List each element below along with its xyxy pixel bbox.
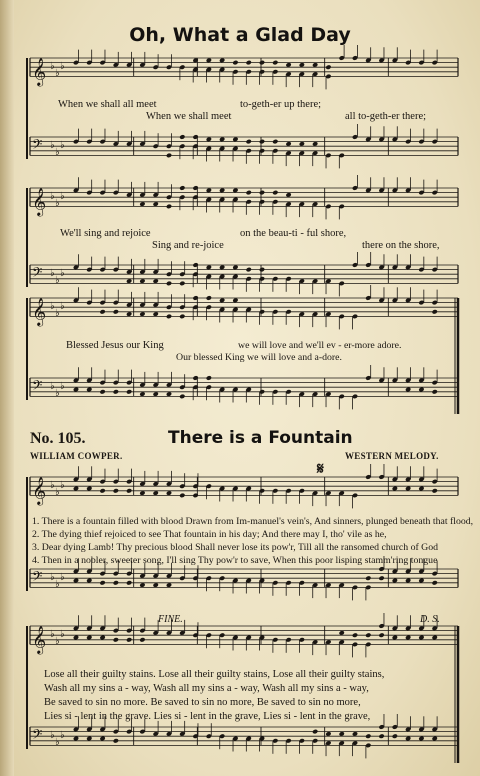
note-head bbox=[99, 488, 105, 494]
note-head bbox=[99, 580, 105, 586]
flat-sign: ♭ bbox=[50, 139, 55, 151]
flat-sign: ♭ bbox=[50, 267, 55, 279]
note-head bbox=[179, 185, 185, 191]
flat-sign: ♭ bbox=[55, 197, 60, 209]
hymn-title-2: There is a Fountain bbox=[168, 428, 353, 448]
note-head bbox=[113, 309, 119, 315]
note-head bbox=[113, 637, 119, 643]
note-head bbox=[365, 733, 371, 739]
verse-line: 1. There is a fountain filled with blood Drawn from Im-manuel's vein's, And sinners, plunged beneath that flood, bbox=[32, 516, 474, 527]
fine-marker: FINE. bbox=[158, 614, 183, 625]
flat-sign: ♭ bbox=[60, 628, 65, 640]
lyric-line: on the beau-ti - ful shore, bbox=[240, 228, 347, 239]
flat-sign: ♭ bbox=[60, 300, 65, 312]
note-head bbox=[166, 153, 172, 159]
flat-sign: ♭ bbox=[50, 479, 55, 491]
note-head bbox=[259, 267, 265, 273]
note-head bbox=[179, 394, 185, 400]
note-head bbox=[246, 267, 252, 273]
lyric-line: Sing and re-joice bbox=[152, 240, 224, 251]
verse-line: 2. The dying thief rejoiced to see That fountain in his day; And there may I, tho' vile as he, bbox=[32, 529, 387, 540]
note-head bbox=[179, 134, 185, 140]
flat-sign: ♭ bbox=[50, 571, 55, 583]
refrain-line: Wash all my sins a - way, Wash all my sins a - way, Wash all my sins a - way, bbox=[44, 683, 369, 694]
note-head bbox=[232, 60, 238, 66]
flat-sign: ♭ bbox=[55, 307, 60, 319]
flat-sign: ♭ bbox=[60, 60, 65, 72]
lyric-line: Our blessed King we will love and a-dore. bbox=[176, 352, 342, 363]
treble-clef: 𝄞 bbox=[32, 297, 47, 326]
flat-sign: ♭ bbox=[60, 571, 65, 583]
note-head bbox=[113, 389, 119, 395]
flat-sign: ♭ bbox=[50, 300, 55, 312]
lyric-line: we will love and we'll ev - er-more adore. bbox=[238, 340, 402, 351]
treble-clef: 𝄞 bbox=[32, 625, 47, 654]
flat-sign: ♭ bbox=[55, 67, 60, 79]
note-head bbox=[179, 314, 185, 320]
note-head bbox=[272, 139, 278, 145]
note-head bbox=[113, 580, 119, 586]
note-head bbox=[113, 738, 119, 744]
note-head bbox=[99, 389, 105, 395]
note-head bbox=[126, 488, 132, 494]
refrain-line: Lose all their guilty stains. Lose all their guilty stains, Lose all their guilty stains, bbox=[44, 669, 385, 680]
bass-clef: 𝄢 bbox=[32, 568, 43, 588]
note-head bbox=[432, 488, 438, 494]
flat-sign: ♭ bbox=[60, 380, 65, 392]
note-head bbox=[126, 389, 132, 395]
segno-sign: 𝄋 bbox=[317, 461, 324, 478]
note-head bbox=[259, 139, 265, 145]
note-head bbox=[259, 60, 265, 66]
lyric-line: When we shall all meet bbox=[58, 99, 157, 110]
note-head bbox=[139, 637, 145, 643]
verse-line: 3. Dear dying Lamb! Thy precious blood Shall never lose its pow'r, Till all the ransomed church of God bbox=[32, 542, 439, 553]
note-head bbox=[259, 190, 265, 196]
note-head bbox=[166, 314, 172, 320]
lyric-line: there on the shore, bbox=[362, 240, 440, 251]
note-head bbox=[378, 733, 384, 739]
flat-sign: ♭ bbox=[55, 736, 60, 748]
refrain-line: Be saved to sin no more. Be saved to sin no more, Be saved to sin no more, bbox=[44, 697, 361, 708]
note-head bbox=[179, 493, 185, 499]
note-head bbox=[246, 139, 252, 145]
bass-clef: 𝄢 bbox=[32, 264, 43, 284]
flat-sign: ♭ bbox=[55, 578, 60, 590]
flat-sign: ♭ bbox=[50, 729, 55, 741]
note-head bbox=[432, 309, 438, 315]
note-head bbox=[312, 729, 318, 735]
flat-sign: ♭ bbox=[50, 380, 55, 392]
flat-sign: ♭ bbox=[60, 139, 65, 151]
note-head bbox=[378, 575, 384, 581]
note-head bbox=[392, 733, 398, 739]
note-head bbox=[246, 190, 252, 196]
ds-marker: D. S. bbox=[420, 614, 440, 625]
note-head bbox=[99, 309, 105, 315]
note-head bbox=[432, 389, 438, 395]
note-head bbox=[432, 580, 438, 586]
lyric-line: all to-geth-er there; bbox=[345, 111, 427, 122]
flat-sign: ♭ bbox=[60, 479, 65, 491]
note-head bbox=[126, 637, 132, 643]
flat-sign: ♭ bbox=[55, 486, 60, 498]
verse-line: 4. Then in a nobler, sweeter song, I'll sing Thy pow'r to save, When this poor lisping stamm'ring tongue bbox=[32, 555, 438, 566]
flat-sign: ♭ bbox=[50, 60, 55, 72]
treble-clef: 𝄞 bbox=[32, 187, 47, 216]
note-head bbox=[272, 60, 278, 66]
lyric-line: When we shall meet bbox=[146, 111, 232, 122]
note-head bbox=[179, 281, 185, 287]
author-credit: WILLIAM COWPER. bbox=[30, 451, 123, 461]
lyric-line: Blessed Jesus our King bbox=[66, 340, 164, 351]
note-head bbox=[166, 204, 172, 210]
bass-clef: 𝄢 bbox=[32, 377, 43, 397]
treble-clef: 𝄞 bbox=[32, 476, 47, 505]
note-head bbox=[378, 632, 384, 638]
note-head bbox=[272, 190, 278, 196]
treble-clef: 𝄞 bbox=[32, 57, 47, 86]
composer-credit: WESTERN MELODY. bbox=[345, 451, 439, 461]
bass-clef: 𝄢 bbox=[32, 136, 43, 156]
bass-clef: 𝄢 bbox=[32, 726, 43, 746]
flat-sign: ♭ bbox=[55, 274, 60, 286]
note-head bbox=[166, 281, 172, 287]
note-head bbox=[325, 64, 331, 70]
hymn-title-1: Oh, What a Glad Day bbox=[129, 24, 351, 46]
note-head bbox=[126, 580, 132, 586]
note-head bbox=[206, 375, 212, 381]
note-head bbox=[113, 488, 119, 494]
flat-sign: ♭ bbox=[55, 635, 60, 647]
flat-sign: ♭ bbox=[60, 729, 65, 741]
lyric-line: to-geth-er up there; bbox=[240, 99, 322, 110]
note-head bbox=[206, 295, 212, 301]
note-head bbox=[352, 632, 358, 638]
lyric-line: We'll sing and rejoice bbox=[60, 228, 151, 239]
hymn-number: No. 105. bbox=[30, 430, 86, 447]
flat-sign: ♭ bbox=[50, 628, 55, 640]
flat-sign: ♭ bbox=[60, 267, 65, 279]
refrain-line: Lies si - lent in the grave. Lies si - lent in the grave, Lies si - lent in the grave, bbox=[44, 711, 371, 722]
flat-sign: ♭ bbox=[50, 190, 55, 202]
note-head bbox=[365, 632, 371, 638]
flat-sign: ♭ bbox=[55, 387, 60, 399]
note-head bbox=[365, 575, 371, 581]
flat-sign: ♭ bbox=[55, 146, 60, 158]
flat-sign: ♭ bbox=[60, 190, 65, 202]
note-head bbox=[246, 60, 252, 66]
